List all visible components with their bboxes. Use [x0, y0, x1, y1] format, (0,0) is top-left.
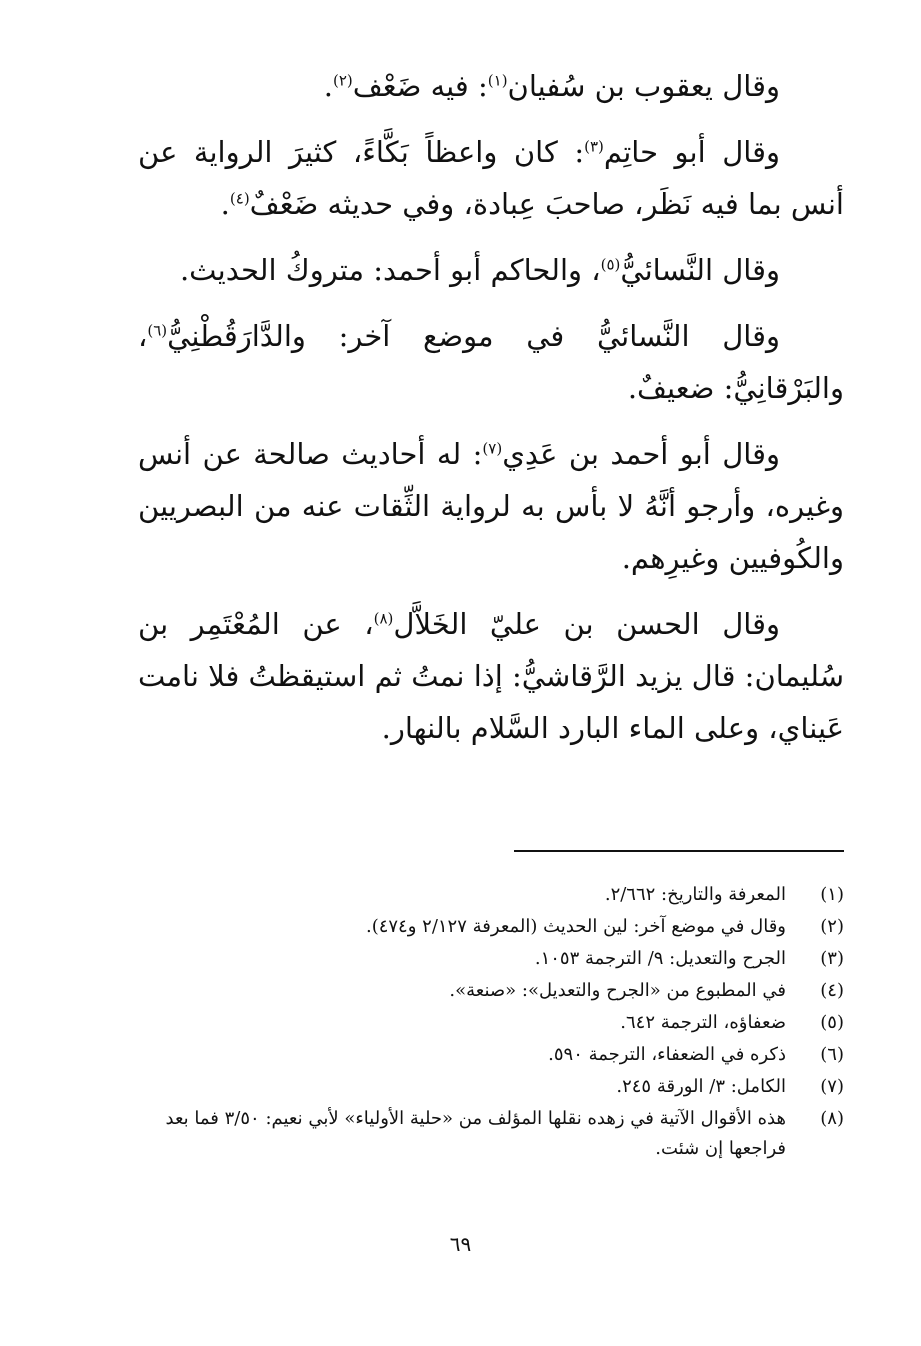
- footnote-ref-3[interactable]: (٣): [584, 137, 604, 156]
- page-number: ٦٩: [449, 1232, 472, 1256]
- footnote-ref-7[interactable]: (٧): [482, 439, 503, 458]
- text-run: ، والحاكم أبو أحمد: متروكُ الحديث.: [179, 253, 601, 287]
- footnote-ref-4[interactable]: (٤): [229, 189, 250, 208]
- footnote-8: [138, 1104, 844, 1164]
- main-text: [138, 60, 844, 768]
- footnote-text: ذكره في الضعفاء، الترجمة ٥٩٠.: [548, 1044, 786, 1065]
- footnote-ref-8[interactable]: (٨): [373, 609, 394, 628]
- text-run: ، والبَرْقانِيُّ: ضعيفٌ.: [138, 319, 844, 405]
- footnote-separator: [514, 850, 844, 852]
- text-run: وقال الحسن بن عليّ الخَلاَّل: [393, 607, 780, 641]
- footnote-number: (٣): [820, 948, 844, 969]
- footnote-2: [138, 912, 844, 942]
- paragraph-2: [138, 126, 844, 230]
- footnotes: [138, 880, 844, 1166]
- footnote-3: [138, 944, 844, 974]
- text-run: : كان واعظاً بَكَّاءً، كثيرَ الرواية عن أنس بما فيه نَظَر، صاحبَ عِبادة، وفي حديثه ضَعْفٌ: [138, 135, 844, 221]
- footnote-text: ضعفاؤه، الترجمة ٦٤٢.: [620, 1012, 786, 1033]
- text-run: : فيه ضَعْف: [352, 69, 488, 103]
- footnote-number: (٦): [820, 1044, 844, 1065]
- paragraph-6: [138, 598, 844, 754]
- text-run: وقال أبو حاتِم: [603, 135, 780, 169]
- text-run: وقال النَّسائيُّ في موضع آخر: والدَّارَقُطْنِيُّ: [167, 319, 780, 353]
- footnote-text: هذه الأقوال الآتية في زهده نقلها المؤلف من «حلية الأولياء» لأبي نعيم: ٣/٥٠ فما بعد فراجعها إن شئت.: [165, 1108, 786, 1159]
- text-run: : له أحاديث صالحة عن أنس وغيره، وأرجو أنَّهُ لا بأس به لرواية الثِّقات عنه من البصريين والكُوفيين وغيرِهم.: [138, 437, 844, 575]
- text-run: وقال النَّسائيُّ: [620, 253, 780, 287]
- paragraph-1: [138, 60, 844, 112]
- paragraph-5: [138, 428, 844, 584]
- footnote-7: [138, 1072, 844, 1102]
- footnote-text: وقال في موضع آخر: لين الحديث (المعرفة ٢/١٢٧ و٤٧٤).: [365, 916, 786, 937]
- footnote-1: [138, 880, 844, 910]
- footnote-4: [138, 976, 844, 1006]
- footnote-ref-2[interactable]: (٢): [332, 71, 353, 90]
- footnote-text: المعرفة والتاريخ: ٢/٦٦٢.: [604, 884, 786, 905]
- footnote-ref-6[interactable]: (٦): [147, 321, 168, 340]
- text-run: .: [323, 69, 333, 103]
- footnote-text: الكامل: ٣/ الورقة ٢٤٥.: [616, 1076, 786, 1097]
- footnote-text: الجرح والتعديل: ٩/ الترجمة ١٠٥٣.: [534, 948, 786, 969]
- text-run: وقال أبو أحمد بن عَدِي: [502, 437, 780, 471]
- footnote-5: [138, 1008, 844, 1038]
- footnote-ref-5[interactable]: (٥): [600, 255, 621, 274]
- text-run: ، عن المُعْتَمِر بن سُليمان: قال يزيد الرَّقاشيُّ: إذا نمتُ ثم استيقظتُ فلا نامت عَيناي، وعلى الماء البارد السَّلام بالنهار.: [138, 607, 844, 745]
- footnote-number: (١): [820, 884, 844, 905]
- text-run: وقال يعقوب بن سُفيان: [507, 69, 780, 103]
- footnote-ref-1[interactable]: (١): [487, 71, 508, 90]
- paragraph-3: [138, 244, 844, 296]
- footnote-number: (٧): [820, 1076, 844, 1097]
- footnote-number: (٢): [820, 916, 844, 937]
- footnote-6: [138, 1040, 844, 1070]
- footnote-number: (٤): [820, 980, 844, 1001]
- footnote-number: (٥): [820, 1012, 844, 1033]
- footnote-text: في المطبوع من «الجرح والتعديل»: «صنعة».: [449, 980, 786, 1001]
- text-run: .: [220, 187, 230, 221]
- paragraph-4: [138, 310, 844, 414]
- footnote-number: (٨): [820, 1108, 844, 1129]
